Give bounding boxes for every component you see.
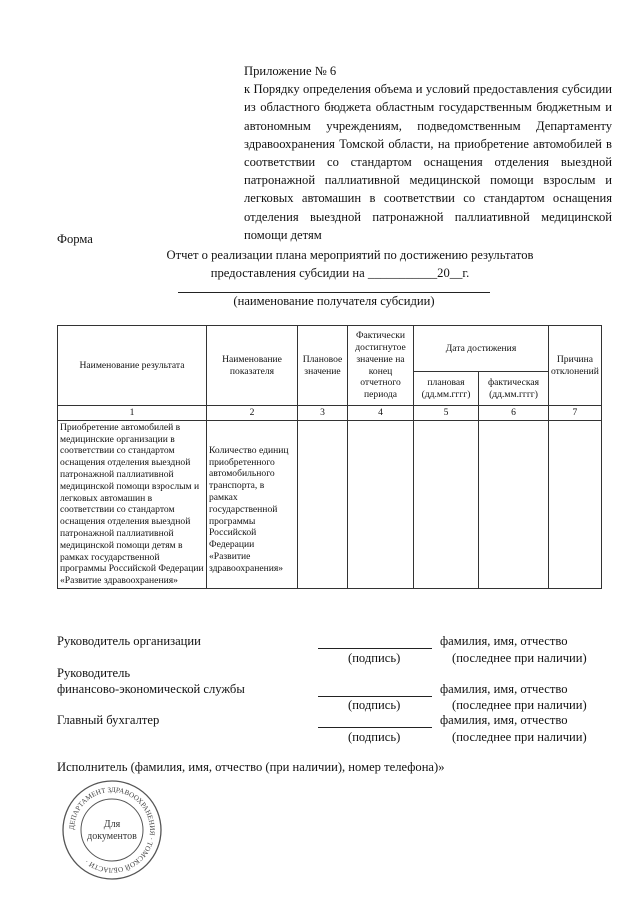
cell-empty: [549, 420, 602, 588]
sig-line: [318, 696, 432, 697]
sig-head-label: Руководитель организации: [57, 634, 201, 648]
cell-empty: [298, 420, 348, 588]
sig-name: фамилия, имя, отчество: [440, 682, 568, 696]
recipient-line: [178, 292, 490, 293]
executor-line: Исполнитель (фамилия, имя, отчество (при наличии), номер телефона)»: [57, 760, 445, 774]
sig-name: фамилия, имя, отчество: [440, 634, 568, 648]
appendix-title: Приложение № 6: [244, 64, 337, 78]
header-planned: Плановое значение: [298, 326, 348, 406]
header-date: Дата достижения: [414, 326, 549, 372]
cell-empty: [479, 420, 549, 588]
col-number: 1: [58, 406, 207, 421]
cell-indicator: Количество единиц приобретенного автомобильного транспорта, в рамках государственной программы Российской Федерации «Развитие здравоохранения»: [207, 420, 298, 588]
report-title-line1: Отчет о реализации плана мероприятий по достижению результатов: [166, 248, 534, 262]
col-number: 6: [479, 406, 549, 421]
stamp-seal: [60, 778, 164, 882]
report-title-line2: предоставления субсидии на ___________20__г.: [210, 266, 470, 280]
sig-name: фамилия, имя, отчество: [440, 713, 568, 727]
svg-text:документов: документов: [87, 831, 137, 842]
sig-patronymic: (последнее при наличии): [452, 730, 587, 744]
subheader-actual-date: фактическая (дд.мм.гггг): [479, 372, 549, 406]
svg-text:ДЕПАРТАМЕНТ ЗДРАВООХРАНЕНИЯ ·: ДЕПАРТАМЕНТ ЗДРАВООХРАНЕНИЯ · ТОМСКОЙ ОБЛАСТИ ·: [67, 785, 157, 875]
sig-patronymic: (последнее при наличии): [452, 698, 587, 712]
sig-fin-label2: финансово-экономической службы: [57, 682, 245, 696]
sig-caption: (подпись): [348, 730, 401, 744]
sig-caption: (подпись): [348, 651, 401, 665]
recipient-caption: (наименование получателя субсидии): [233, 294, 435, 308]
form-label: Форма: [57, 232, 93, 246]
cell-empty: [348, 420, 414, 588]
sig-line: [318, 648, 432, 649]
cell-empty: [414, 420, 479, 588]
col-number: 5: [414, 406, 479, 421]
table-row: [58, 420, 602, 588]
header-indicator: Наименование показателя: [207, 326, 298, 406]
col-number: 2: [207, 406, 298, 421]
header-reason: Причина отклонений: [549, 326, 602, 406]
col-number: 4: [348, 406, 414, 421]
appendix-text: к Порядку определения объема и условий предоставления субсидии из областного бюджета областным государственным бюджетным и автономным учреждениям, подведомственным Департаменту здравоохранения Томской области, на приобретение автомобилей в соответствии со стандартом оснащения отделения выездной патронажной паллиативной медицинской помощи взрослым и легковых автомашин в соответствии со стандартом оснащения отделения выездной патронажной паллиативной медицинской помощи детям: [244, 82, 612, 242]
header-actual: Фактически достигнутое значение на конец отчетного периода: [348, 326, 414, 406]
report-table: [57, 325, 602, 589]
col-number: 3: [298, 406, 348, 421]
col-number: 7: [549, 406, 602, 421]
sig-fin-label1: Руководитель: [57, 666, 131, 680]
subheader-planned-date: плановая (дд.мм.гггг): [414, 372, 479, 406]
sig-accountant-label: Главный бухгалтер: [57, 713, 160, 727]
header-result: Наименование результата: [58, 326, 207, 406]
sig-line: [318, 727, 432, 728]
svg-text:Для: Для: [103, 819, 121, 830]
sig-caption: (подпись): [348, 698, 401, 712]
sig-patronymic: (последнее при наличии): [452, 651, 587, 665]
cell-result: Приобретение автомобилей в медицинские организации в соответствии со стандартом оснащения отделения выездной патронажной паллиативной медицинской помощи взрослым и легковых автомашин в соответствии со стандартом оснащения отделения выездной патронажной паллиативной медицинской помощи детям в рамках государственной программы Российской Федерации «Развитие здравоохранения»: [58, 420, 207, 588]
appendix-block: [244, 62, 612, 244]
